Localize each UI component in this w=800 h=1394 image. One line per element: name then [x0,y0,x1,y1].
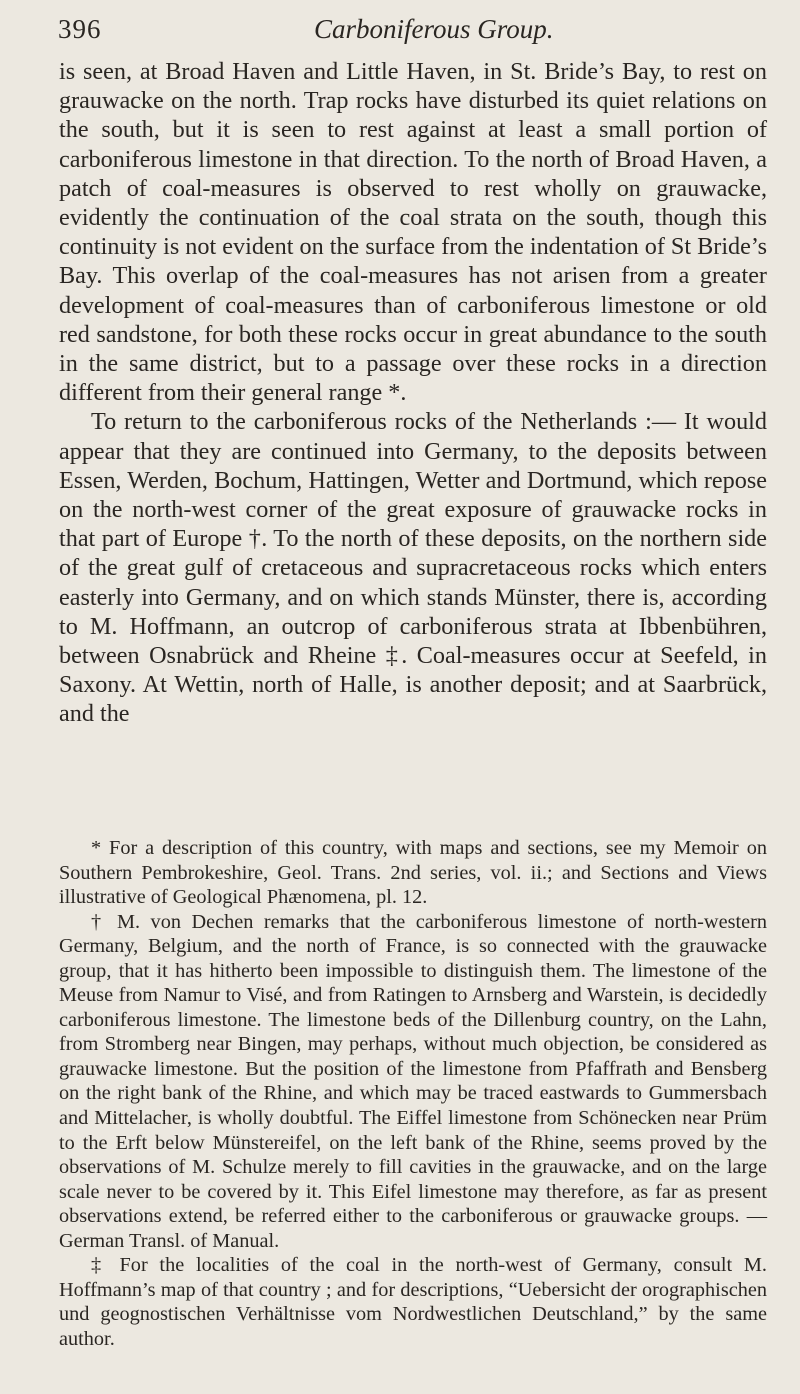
running-head: Carboniferous Group. [314,14,554,44]
body-paragraph-2: To return to the carboniferous rocks of the Netherlands :— It would appear that they are continued into Germany, to the deposits between Essen, Werden, Bochum, Hattingen, Wetter and Dortmund, which repose on the north-west corner of the great exposure of grauwacke rocks in that part of Europe †. To the north of these deposits, on the northern side of the great gulf of cretaceous and supracretaceous rocks which enters easterly into Germany, and on which stands Münster, there is, according to M. Hoffmann, an outcrop of carboniferous strata at Ibbenbühren, between Osnabrück and Rheine ‡. Coal-measures occur at Seefeld, in Saxony. At Wettin, north of Halle, is another deposit; and at Saarbrück, and the [59,408,767,728]
body-paragraph-1: is seen, at Broad Haven and Little Haven, in St. Bride’s Bay, to rest on grauwacke on the north. Trap rocks have disturbed its quiet relations on the south, but it is seen to rest against at least a small portion of carboniferous limestone in that direction. To the north of Broad Haven, a patch of coal-measures is observed to rest wholly on grauwacke, evidently the continuation of the coal strata on the south, though this continuity is not evident on the surface from the indentation of St Bride’s Bay. This overlap of the coal-measures has not arisen from a greater development of coal-measures than of carboniferous limestone or old red sandstone, for both these rocks occur in great abundance to the south in the same district, but to a passage over these rocks in a direction different from their general range *. [59,58,768,407]
footnote-1: * For a description of this country, with maps and sections, see my Memoir on Southern Pembrokeshire, Geol. Trans. 2nd series, vol. ii.; and Sections and Views illustrative of Geological Phænomena, pl. 12. [59,837,767,909]
footnote-2: † M. von Dechen remarks that the carboniferous limestone of north-western Germany, Belgium, and the north of France, is so connected with the grauwacke group, that it has hitherto been impossible to distinguish them. The limestone of the Meuse from Namur to Visé, and from Ratingen to Arnsberg and Warstein, is decidedly carboniferous limestone. The limestone beds of the Dillenburg country, on the Lahn, from Stromberg near Bingen, may perhaps, without much objection, be considered as grauwacke limestone. But the position of the limestone from Pfaffrath and Bensberg on the right bank of the Rhine, and which may be traced eastwards to Gummersbach and Mittelacher, is wholly doubtful. The Eiffel limestone from Schönecken near Prüm to the Erft below Münstereifel, on the left bank of the Rhine, seems proved by the observations of M. Schulze merely to fill cavities in the grauwacke, and on the large scale never to be covered by it. This Eifel limestone may therefore, as far as present observations extend, be referred either to the carboniferous or grauwacke groups. —German Transl. of Manual. [59,910,767,1252]
body-text [59,57,767,729]
footnote-3: ‡ For the localities of the coal in the north-west of Germany, consult M. Hoffmann’s map of that country ; and for descriptions, “Uebersicht der orographischen und geognostischen Verhältnisse vom Nordwestlichen Deutschland,” by the same author. [59,1254,767,1350]
page-header [58,10,760,50]
page-number: 396 [58,14,102,44]
footnotes [59,836,767,1351]
